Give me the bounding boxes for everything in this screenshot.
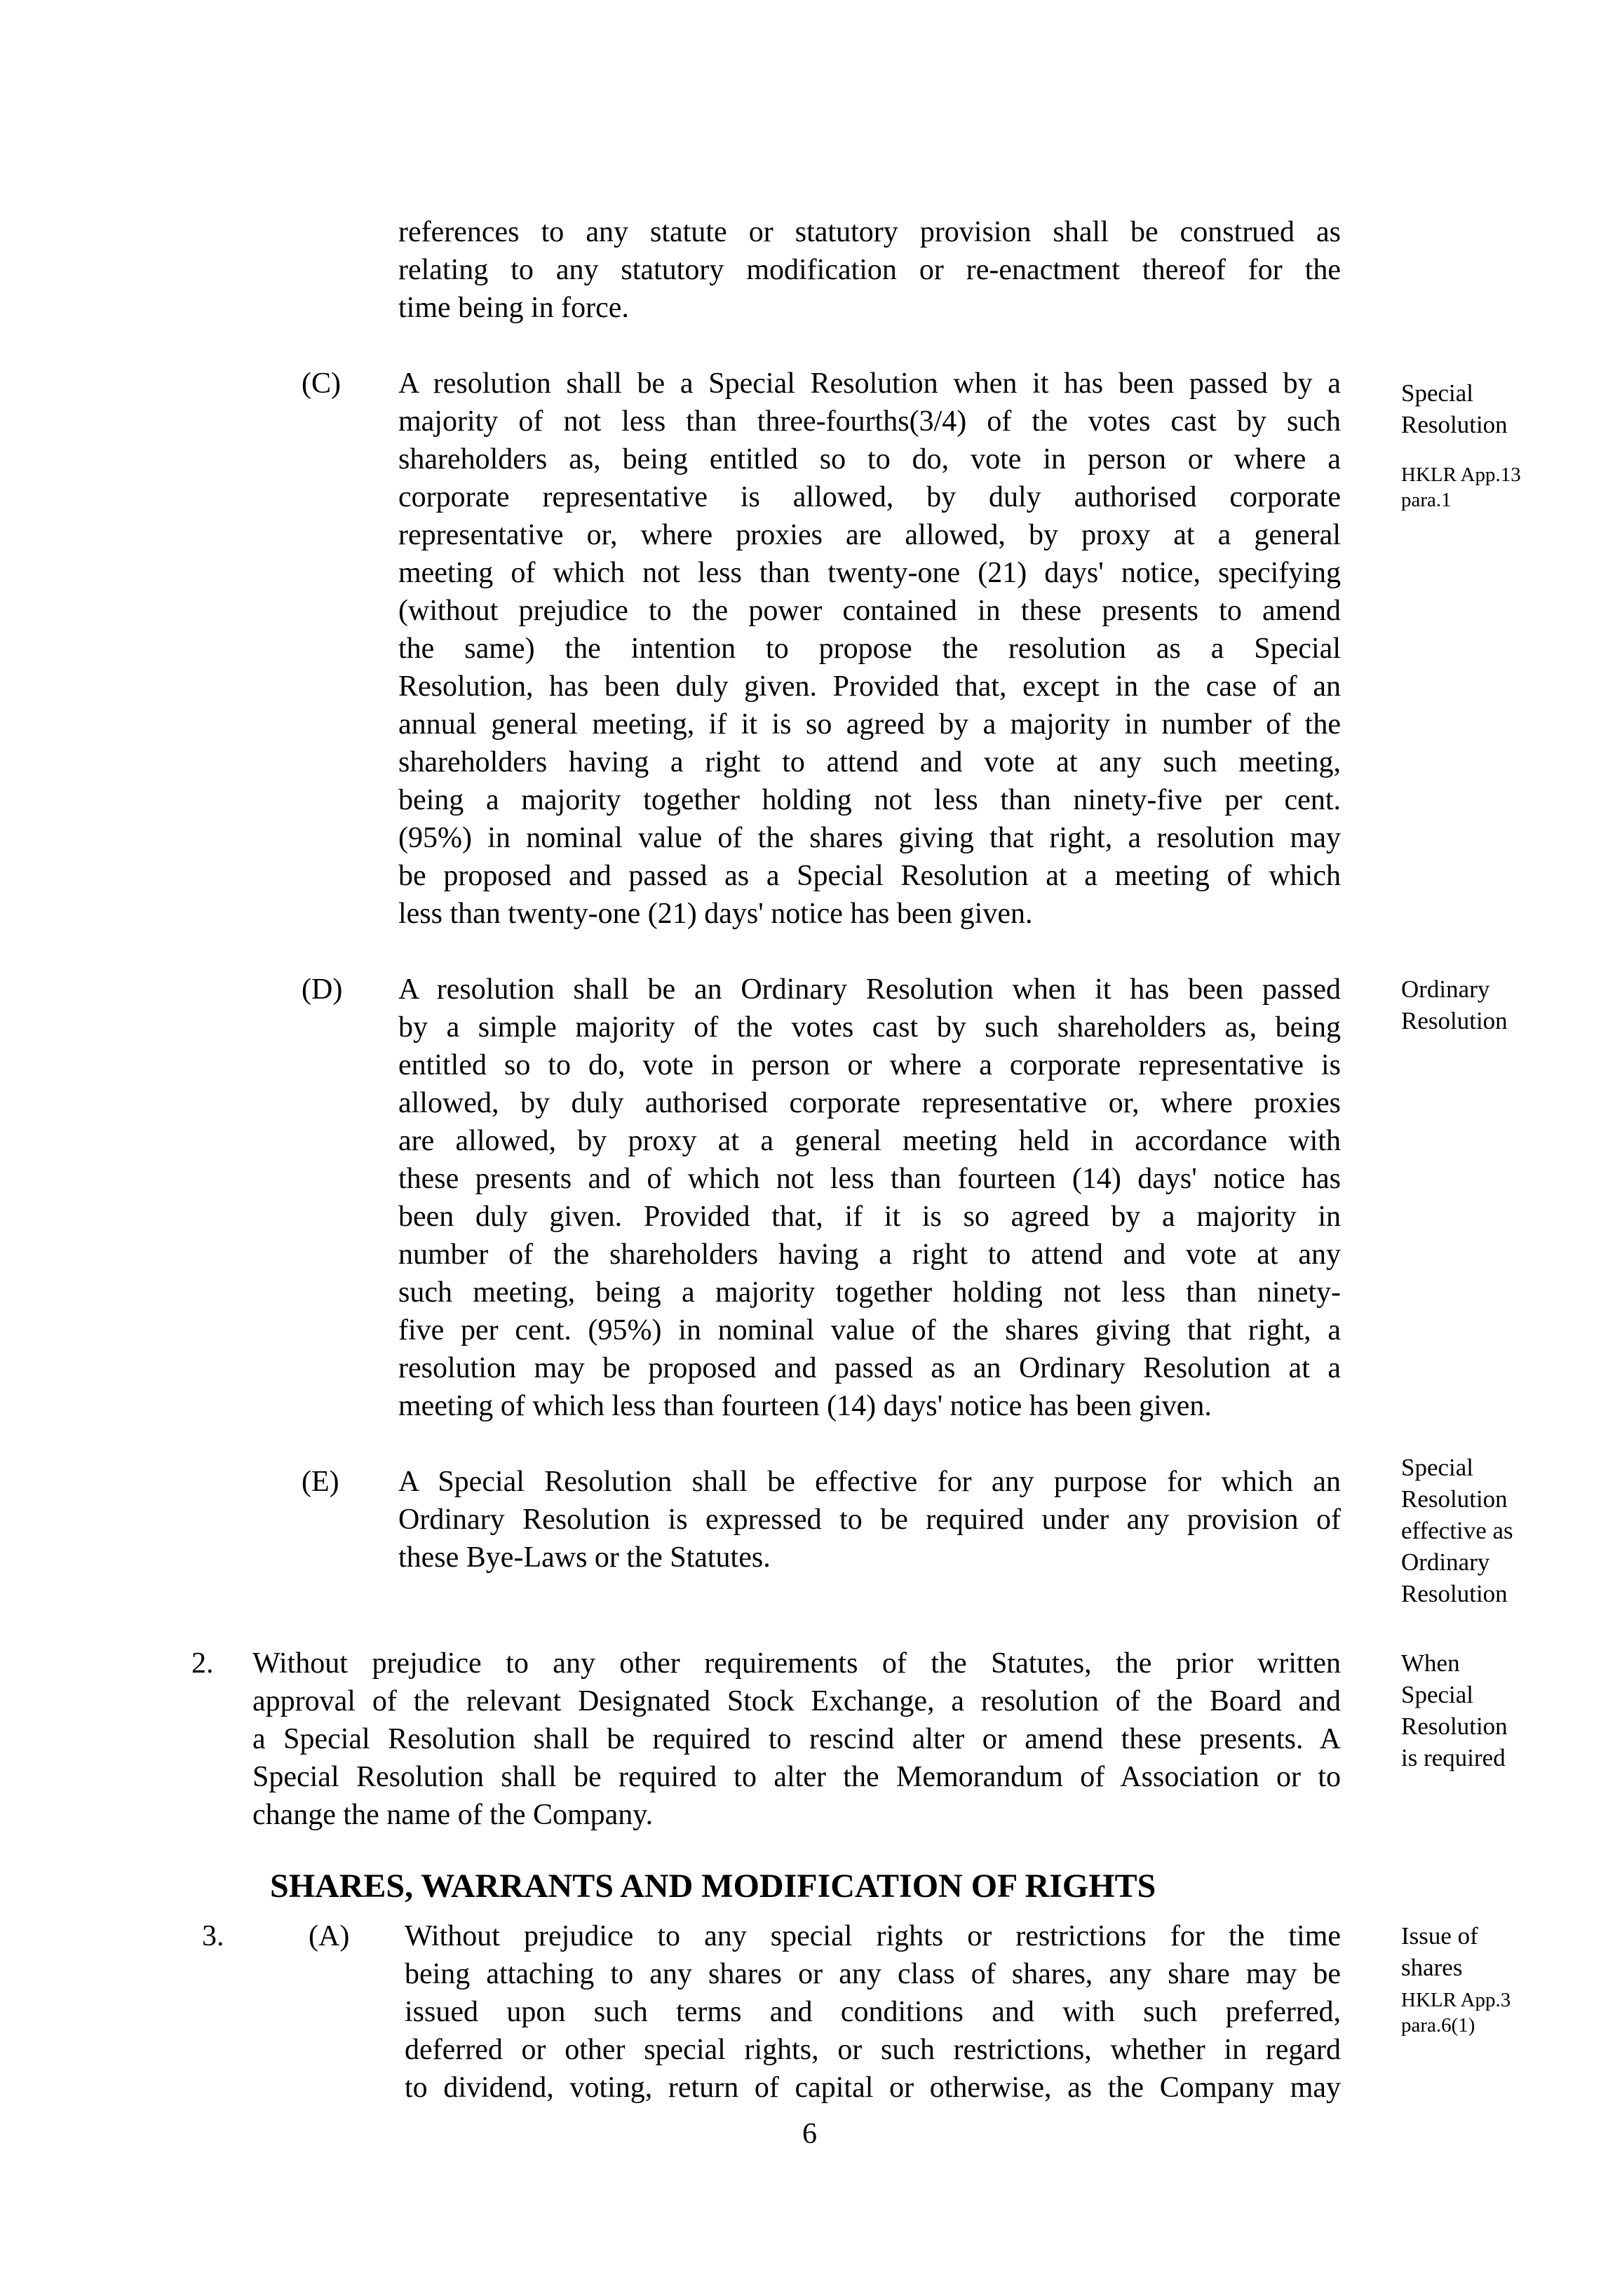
paragraph-line: Without prejudice to any special rights or restrictions for the time xyxy=(405,1920,1341,1952)
margin-note-line: Special xyxy=(1401,379,1474,407)
paragraph-line: majority of not less than three-fourths(3/4) of the votes cast by such xyxy=(398,405,1341,438)
paragraph-line: being attaching to any shares or any class of shares, any share may be xyxy=(405,1958,1341,1990)
paragraph-line: these presents and of which not less than fourteen (14) days' notice has xyxy=(398,1163,1341,1195)
clause-label: (D) xyxy=(302,973,343,1006)
intro-line: references to any statute or statutory provision shall be construed as xyxy=(398,216,1341,248)
paragraph-line: five per cent. (95%) in nominal value of the shares giving that right, a xyxy=(398,1314,1341,1346)
paragraph-line: corporate representative is allowed, by duly authorised corporate xyxy=(398,481,1341,513)
intro-line: relating to any statutory modification or re-enactment thereof for the xyxy=(398,254,1341,286)
clause-label: (E) xyxy=(302,1466,339,1498)
paragraph-line: number of the shareholders having a right to attend and vote at any xyxy=(398,1238,1341,1271)
margin-ref-line: HKLR App.3 xyxy=(1401,1989,1511,2011)
paragraph-line: be proposed and passed as a Special Resolution at a meeting of which xyxy=(398,860,1341,892)
margin-note-line: is required xyxy=(1401,1744,1506,1771)
paragraph-line: Without prejudice to any other requirements of the Statutes, the prior written xyxy=(252,1647,1341,1680)
clause-label: (C) xyxy=(302,367,341,400)
paragraph-line: a Special Resolution shall be required to rescind alter or amend these presents. A xyxy=(252,1723,1341,1755)
paragraph-line: entitled so to do, vote in person or where a corporate representative is xyxy=(398,1049,1341,1081)
margin-note-line: Ordinary xyxy=(1401,1548,1490,1576)
intro-line: time being in force. xyxy=(398,292,629,324)
paragraph-line: annual general meeting, if it is so agreed by a majority in number of the xyxy=(398,708,1341,741)
paragraph-line: A Special Resolution shall be effective for any purpose for which an xyxy=(398,1466,1341,1498)
margin-note-line: Resolution xyxy=(1401,1713,1508,1740)
paragraph-line: shareholders as, being entitled so to do, vote in person or where a xyxy=(398,443,1341,475)
margin-note-line: Resolution xyxy=(1401,1580,1508,1607)
margin-note-line: Resolution xyxy=(1401,411,1508,438)
section-heading: SHARES, WARRANTS AND MODIFICATION OF RIGHTS xyxy=(270,1868,1156,1905)
page-number: 6 xyxy=(802,2118,817,2150)
paragraph-line: allowed, by duly authorised corporate representative or, where proxies xyxy=(398,1087,1341,1119)
paragraph-line: A resolution shall be an Ordinary Resolution when it has been passed xyxy=(398,973,1341,1006)
paragraph-line: shareholders having a right to attend and vote at any such meeting, xyxy=(398,746,1341,778)
margin-note-line: Issue of xyxy=(1401,1922,1478,1950)
margin-note-line: When xyxy=(1401,1649,1460,1677)
paragraph-line: Resolution, has been duly given. Provided that, except in the case of an xyxy=(398,670,1341,703)
margin-note-line: shares xyxy=(1401,1954,1463,1981)
paragraph-line: approval of the relevant Designated Stock Exchange, a resolution of the Board and xyxy=(252,1685,1341,1717)
article-number: 3. xyxy=(202,1920,224,1952)
paragraph-line: by a simple majority of the votes cast by such shareholders as, being xyxy=(398,1011,1341,1044)
margin-note-line: Resolution xyxy=(1401,1485,1508,1513)
margin-ref-line: HKLR App.13 xyxy=(1401,464,1521,486)
margin-ref-line: para.6(1) xyxy=(1401,2014,1475,2037)
paragraph-line: deferred or other special rights, or such restrictions, whether in regard xyxy=(405,2034,1341,2066)
article-number: 2. xyxy=(191,1647,214,1680)
paragraph-line: are allowed, by proxy at a general meeting held in accordance with xyxy=(398,1125,1341,1157)
margin-note-line: Special xyxy=(1401,1454,1474,1481)
paragraph-line: change the name of the Company. xyxy=(252,1799,654,1831)
paragraph-line: less than twenty-one (21) days' notice has been given. xyxy=(398,898,1033,930)
paragraph-line: meeting of which less than fourteen (14) days' notice has been given. xyxy=(398,1390,1212,1422)
paragraph-line: been duly given. Provided that, if it is so agreed by a majority in xyxy=(398,1201,1341,1233)
paragraph-line: being a majority together holding not less than ninety-five per cent. xyxy=(398,784,1341,816)
margin-note-line: Resolution xyxy=(1401,1007,1508,1034)
clause-label: (A) xyxy=(309,1920,350,1952)
paragraph-line: to dividend, voting, return of capital or otherwise, as the Company may xyxy=(405,2072,1341,2104)
paragraph-line: Ordinary Resolution is expressed to be required under any provision of xyxy=(398,1504,1341,1536)
paragraph-line: these Bye-Laws or the Statutes. xyxy=(398,1541,771,1574)
paragraph-line: the same) the intention to propose the resolution as a Special xyxy=(398,633,1341,665)
margin-ref-line: para.1 xyxy=(1401,489,1452,511)
paragraph-line: such meeting, being a majority together holding not less than ninety- xyxy=(398,1276,1341,1309)
paragraph-line: (without prejudice to the power contained in these presents to amend xyxy=(398,595,1341,627)
margin-note-line: Special xyxy=(1401,1681,1474,1708)
paragraph-line: meeting of which not less than twenty-one (21) days' notice, specifying xyxy=(398,557,1341,589)
paragraph-line: resolution may be proposed and passed as an Ordinary Resolution at a xyxy=(398,1352,1341,1384)
paragraph-line: representative or, where proxies are allowed, by proxy at a general xyxy=(398,519,1341,551)
paragraph-line: A resolution shall be a Special Resolution when it has been passed by a xyxy=(398,367,1341,400)
paragraph-line: issued upon such terms and conditions and with such preferred, xyxy=(405,1996,1341,2028)
paragraph-line: Special Resolution shall be required to alter the Memorandum of Association or to xyxy=(252,1761,1341,1793)
margin-note-line: Ordinary xyxy=(1401,975,1490,1003)
paragraph-line: (95%) in nominal value of the shares giving that right, a resolution may xyxy=(398,822,1341,854)
margin-note-line: effective as xyxy=(1401,1517,1513,1544)
